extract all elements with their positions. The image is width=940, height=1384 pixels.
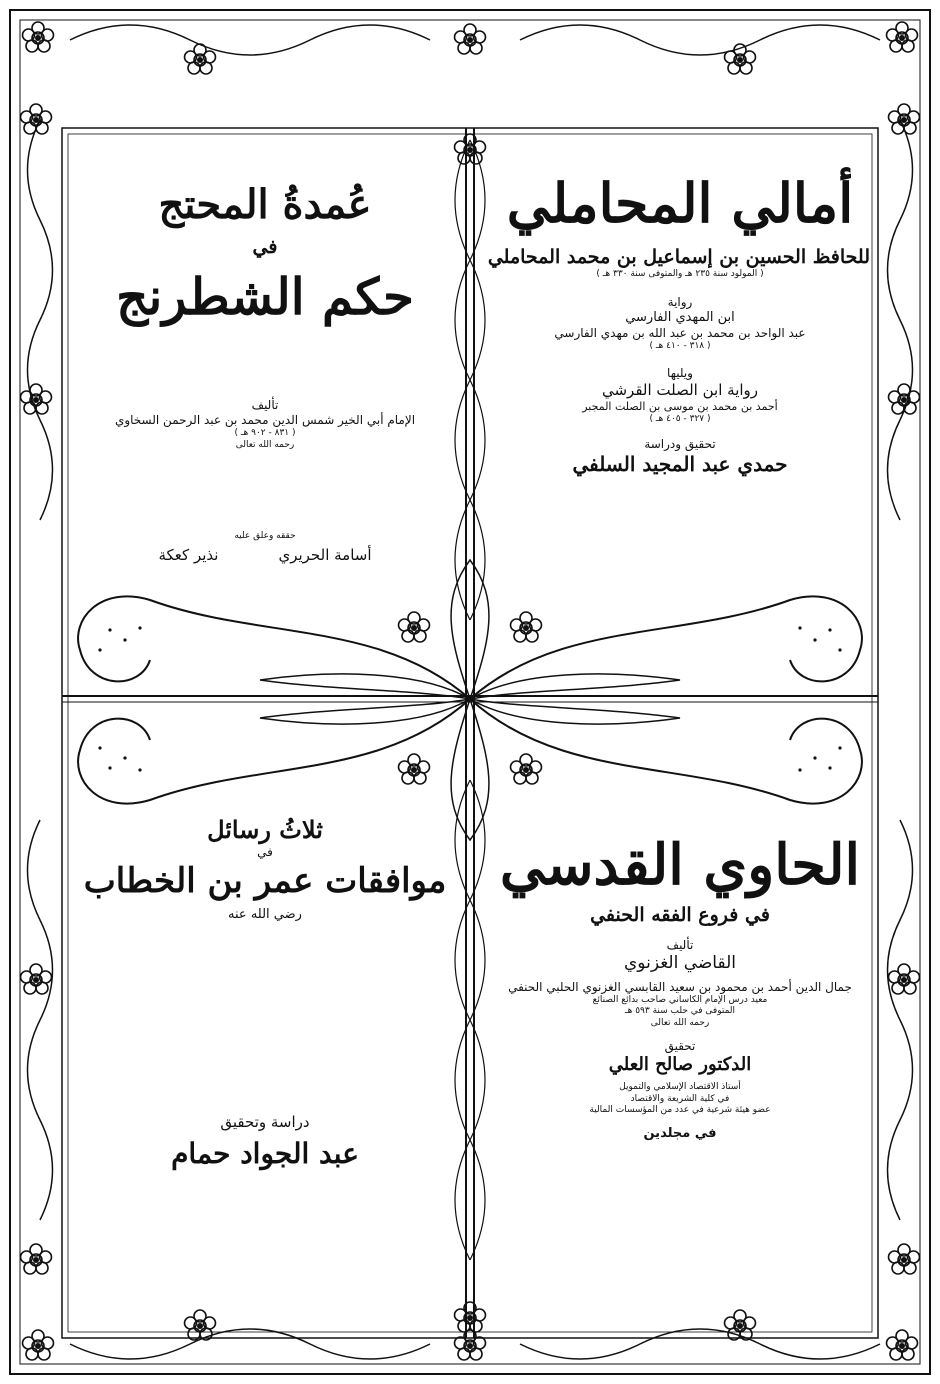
book-panel-top-left [80, 180, 450, 565]
narrator2-dates: ( ٣٢٧ - ٤٠٥ هـ ) [649, 413, 711, 424]
editor-name: حمدي عبد المجيد السلفي [572, 451, 788, 476]
narrator2-line: رواية ابن الصلت القرشي [601, 381, 759, 399]
editor-2: نذير كعكة [158, 546, 219, 564]
editor-name: عبد الجواد حمام [171, 1136, 359, 1170]
book-title: الحاوي القدسي [499, 832, 861, 898]
editors-label: حققه وعلق عليه [234, 530, 296, 541]
book-panel-bottom-right [490, 830, 870, 1142]
talif-label: تأليف [251, 398, 279, 413]
author-note-2: المتوفى في حلب سنة ٥٩٣ هـ [624, 1006, 736, 1017]
book-subtitle: في فروع الفقه الحنفي [590, 904, 770, 926]
editor-1: أسامة الحريري [278, 546, 372, 564]
book-title-fi: في [252, 236, 278, 258]
rahimahu: رحمه الله تعالى [650, 1017, 710, 1028]
author-note-1: معيد درس الإمام الكاساني صاحب بدائع الصنائع [592, 995, 768, 1005]
book-title-line2: حكم الشطرنج [116, 266, 414, 326]
author-short: القاضي الغزنوي [624, 952, 736, 973]
study-label: دراسة وتحقيق [220, 1112, 310, 1131]
narrator1-name: ابن المهدي الفارسي [625, 309, 735, 325]
narrator1-full: عبد الواحد بن محمد بن عبد الله بن مهدي الفارسي [554, 325, 806, 340]
author-line: الإمام أبي الخير شمس الدين محمد بن عبد الرحمن السخاوي [114, 413, 416, 428]
author-line: للحافظ الحسين بن إسماعيل بن محمد المحاملي [487, 245, 870, 268]
author-full: جمال الدين أحمد بن محمود بن سعيد القابسي الغزنوي الحلبي الحنفي [508, 980, 852, 994]
book-title-line2: موافقات عمر بن الخطاب [83, 861, 447, 901]
book-panel-top-right [487, 170, 870, 477]
book-panel-bottom-left [80, 815, 450, 1171]
editor-note-2: في كلية الشريعة والاقتصاد [630, 1093, 730, 1104]
riwaya-label: رواية [667, 294, 693, 309]
editor-note-1: أستاذ الاقتصاد الإسلامي والتمويل [619, 1082, 741, 1093]
editor-label: تحقيق ودراسة [644, 436, 716, 451]
editor-note-3: عضو هيئة شرعية في عدد من المؤسسات المالية [589, 1104, 771, 1115]
yaliha-label: ويليها [667, 366, 693, 380]
book-title: أمالي المحاملي [506, 171, 854, 235]
book-title-line1: ثلاثُ رسائل [207, 815, 323, 844]
editor-name: الدكتور صالح العلي [608, 1053, 752, 1075]
honorific: رضي الله عنه [228, 906, 302, 922]
narrator2-full: أحمد بن محمد بن موسى بن الصلت المجبر [582, 399, 778, 413]
author-dates: ( المولود سنة ٢٣٥ هـ والمتوفى سنة ٣٣٠ هـ ) [596, 269, 764, 280]
talif-label: تأليف [666, 937, 694, 952]
narrator1-dates: ( ٣١٨ - ٤١٠ هـ ) [649, 340, 711, 351]
book-title-fi: في [257, 845, 273, 859]
author-dates: ( ٨٣١ - ٩٠٢ هـ ) [234, 428, 296, 439]
book-title-line1: عُمدةُ المحتج [158, 181, 372, 228]
tahqiq-label: تحقيق [664, 1038, 696, 1053]
volumes: في مجلدين [643, 1126, 717, 1141]
rahimahu: رحمه الله تعالى [235, 439, 295, 450]
